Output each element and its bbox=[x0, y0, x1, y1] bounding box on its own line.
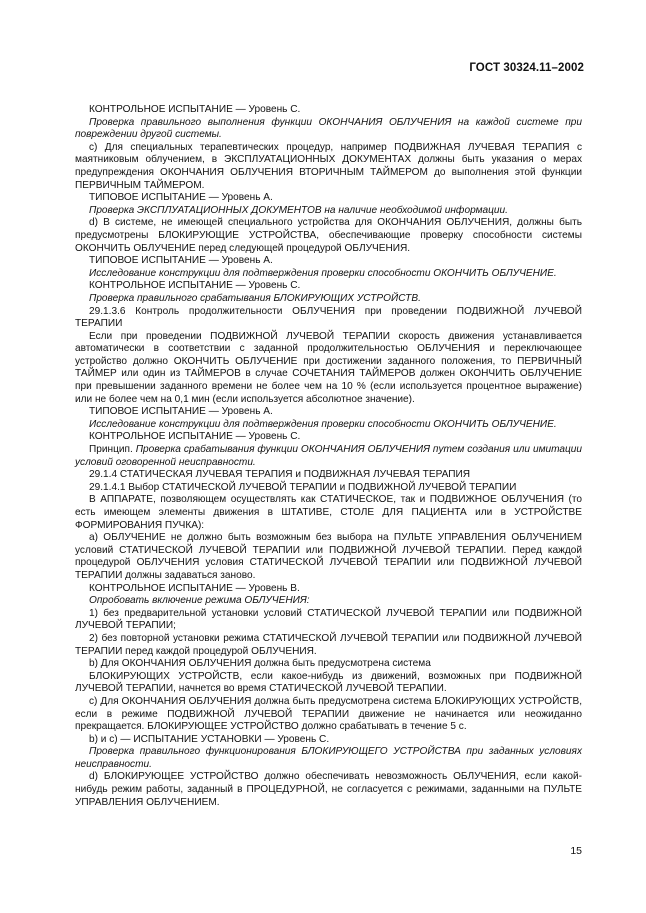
paragraph: КОНТРОЛЬНОЕ ИСПЫТАНИЕ — Уровень С. bbox=[89, 104, 301, 115]
paragraph: b) и с) — ИСПЫТАНИЕ УСТАНОВКИ — Уровень С. bbox=[89, 733, 330, 745]
principle-paragraph bbox=[75, 444, 582, 469]
paragraph: с) Для ОКОНЧАНИЯ ОБЛУЧЕНИЯ должна быть предусмотрена система БЛОКИРУЮЩИХ УСТРОЙСТВ, если в режиме ПОДВИЖНОЙ ЛУЧЕВОЙ ТЕРАПИИ движение не начинается или неожиданно прекращается. БЛОКИРУЮЩЕЕ УСТРОЙСТВО должно срабатывать в течение 5 с. bbox=[75, 695, 582, 733]
section-heading: 29.1.4 СТАТИЧЕСКАЯ ЛУЧЕВАЯ ТЕРАПИЯ и ПОДВИЖНАЯ ЛУЧЕВАЯ ТЕРАПИЯ bbox=[89, 469, 471, 481]
section-heading: 29.1.4.1 Выбор СТАТИЧЕСКОЙ ЛУЧЕВОЙ ТЕРАПИИ и ПОДВИЖНОЙ ЛУЧЕВОЙ ТЕРАПИИ bbox=[89, 481, 517, 493]
paragraph: Если при проведении ПОДВИЖНОЙ ЛУЧЕВОЙ ТЕРАПИИ скорость движения устанавливается автоматически в соответствии с заданной продолжительностью ОБЛУЧЕНИЯ и переключающее устройство должно ОКОНЧИТЬ ОБЛУЧЕНИЕ при достижении заданного положения, то ПЕРВИЧНЫЙ ТАЙМЕР или один из ТАЙМЕРОВ в случае СОЧЕТАНИЯ ТАЙМЕРОВ должен ОКОНЧИТЬ ОБЛУЧЕНИЕ при превышении заданного времени не более чем на 10 % (если используется процентное выражение) или не более чем на 0,1 мин (если используется абсолютное значение). bbox=[75, 330, 582, 405]
paragraph: Проверка правильного срабатывания БЛОКИРУЮЩИХ УСТРОЙСТВ. bbox=[89, 292, 421, 304]
paragraph: 1) без предварительной установки условий СТАТИЧЕСКОЙ ЛУЧЕВОЙ ТЕРАПИИ или ПОДВИЖНОЙ ЛУЧЕВОЙ ТЕРАПИИ; bbox=[75, 607, 582, 632]
paragraph: Исследование конструкции для подтверждения проверки способности ОКОНЧИТЬ ОБЛУЧЕНИЕ. bbox=[89, 267, 557, 279]
page-number: 15 bbox=[570, 845, 582, 857]
paragraph: Опробовать включение режима ОБЛУЧЕНИЯ: bbox=[89, 595, 310, 607]
paragraph: В АППАРАТЕ, позволяющем осуществлять как СТАТИЧЕСКОЕ, так и ПОДВИЖНОЕ ОБЛУЧЕНИЯ (то есть имеющем элементы движения в ШТАТИВЕ, СТОЛЕ ДЛЯ ПАЦИЕНТА или в УСТРОЙСТВЕ ФОРМИРОВАНИЯ ПУЧКА): bbox=[75, 494, 582, 531]
paragraph: Проверка правильного функционирования БЛОКИРУЮЩЕГО УСТРОЙСТВА при заданных условиях неисправности. bbox=[75, 746, 582, 770]
paragraph: КОНТРОЛЬНОЕ ИСПЫТАНИЕ — Уровень С. bbox=[89, 431, 301, 443]
principle-text: Проверка срабатывания функции ОКОНЧАНИЯ ОБЛУЧЕНИЯ путем создания или имитации условий оговоренной неисправности. bbox=[75, 444, 583, 468]
paragraph: Исследование конструкции для подтверждения проверки способности ОКОНЧИТЬ ОБЛУЧЕНИЕ. bbox=[89, 418, 557, 430]
paragraph: Проверка ЭКСПЛУАТАЦИОННЫХ ДОКУМЕНТОВ на наличие необходимой информации. bbox=[89, 204, 508, 216]
paragraph: БЛОКИРУЮЩИХ УСТРОЙСТВ, если какое-нибудь из движений, возможных при ПОДВИЖНОЙ ЛУЧЕВОЙ ТЕРАПИИ, начнется во время СТАТИЧЕСКОЙ ЛУЧЕВОЙ ТЕРАПИИ. bbox=[75, 670, 582, 695]
paragraph: КОНТРОЛЬНОЕ ИСПЫТАНИЕ — Уровень С. bbox=[89, 280, 301, 292]
paragraph: b) Для ОКОНЧАНИЯ ОБЛУЧЕНИЯ должна быть предусмотрена система bbox=[89, 658, 431, 670]
principle-label: Принцип. bbox=[89, 444, 136, 456]
document-id-header: ГОСТ 30324.11–2002 bbox=[469, 62, 584, 74]
document-body bbox=[75, 104, 582, 809]
paragraph: Проверка правильного выполнения функции ОКОНЧАНИЯ ОБЛУЧЕНИЯ на каждой системе при повреждении другой системы. bbox=[75, 116, 582, 141]
paragraph: d) БЛОКИРУЮЩЕЕ УСТРОЙСТВО должно обеспечивать невозможность ОБЛУЧЕНИЯ, если какой-нибудь режим работы, заданный в ПРОЦЕДУРНОЙ, не согласуется с режимами, заданными на ПУЛЬТЕ УПРАВЛЕНИЯ ОБЛУЧЕНИЕМ. bbox=[75, 771, 582, 808]
paragraph: ТИПОВОЕ ИСПЫТАНИЕ — Уровень А. bbox=[89, 255, 273, 267]
paragraph: d) В системе, не имеющей специального устройства для ОКОНЧАНИЯ ОБЛУЧЕНИЯ, должны быть предусмотрены БЛОКИРУЮЩИЕ УСТРОЙСТВА, обеспечивающие проверку способности системы ОКОНЧИТЬ ОБЛУЧЕНИЕ перед следующей процедурой ОБЛУЧЕНИЯ. bbox=[75, 217, 582, 254]
paragraph: а) ОБЛУЧЕНИЕ не должно быть возможным без выбора на ПУЛЬТЕ УПРАВЛЕНИЯ ОБЛУЧЕНИЕМ условий СТАТИЧЕСКОЙ ЛУЧЕВОЙ ТЕРАПИИ или ПОДВИЖНОЙ ЛУЧЕВОЙ ТЕРАПИИ. Перед каждой процедурой ОБЛУЧЕНИЯ условия СТАТИЧЕСКОЙ ЛУЧЕВОЙ ТЕРАПИИ или ПОДВИЖНОЙ ЛУЧЕВОЙ ТЕРАПИИ должны задаваться заново. bbox=[75, 532, 582, 581]
paragraph: с) Для специальных терапевтических процедур, например ПОДВИЖНАЯ ЛУЧЕВАЯ ТЕРАПИЯ с маятниковым облучением, в ЭКСПЛУАТАЦИОННЫХ ДОКУМЕНТАХ должны быть указания о мерах предупреждения ОКОНЧАНИЯ ОБЛУЧЕНИЯ ВТОРИЧНЫМ ТАЙМЕРОМ до выполнения этой функции ПЕРВИЧНЫМ ТАЙМЕРОМ. bbox=[75, 141, 582, 191]
paragraph: ТИПОВОЕ ИСПЫТАНИЕ — Уровень А. bbox=[89, 192, 273, 204]
paragraph: ТИПОВОЕ ИСПЫТАНИЕ — Уровень А. bbox=[89, 406, 273, 418]
paragraph: КОНТРОЛЬНОЕ ИСПЫТАНИЕ — Уровень В. bbox=[89, 582, 300, 594]
paragraph: 2) без повторной установки режима СТАТИЧЕСКОЙ ЛУЧЕВОЙ ТЕРАПИИ или ПОДВИЖНОЙ ЛУЧЕВОЙ ТЕРАПИИ перед каждой процедурой ОБЛУЧЕНИЯ. bbox=[75, 632, 582, 657]
section-heading: 29.1.3.6 Контроль продолжительности ОБЛУЧЕНИЯ при проведении ПОДВИЖНОЙ ЛУЧЕВОЙ ТЕРАПИИ bbox=[75, 305, 582, 330]
